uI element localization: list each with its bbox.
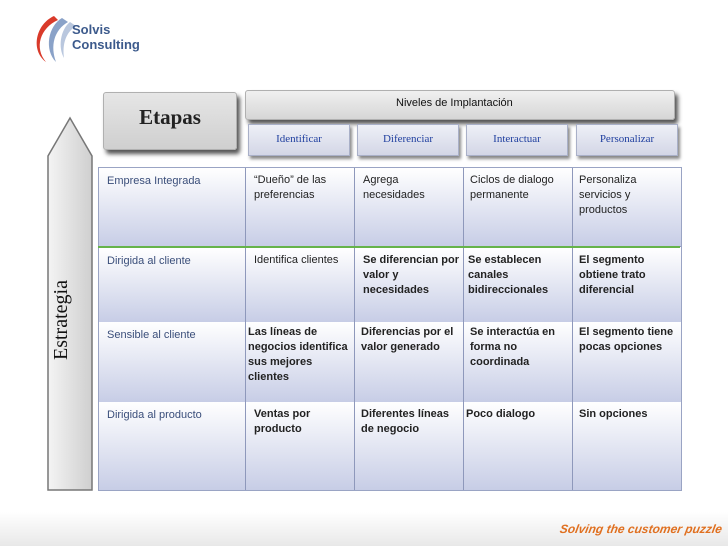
row-label: Empresa Integrada	[107, 175, 201, 187]
level-personalizar: Personalizar	[576, 124, 678, 156]
table-cell: Identifica clientes	[245, 248, 355, 322]
level-identificar: Identificar	[248, 124, 350, 156]
row-label: Sensible al cliente	[107, 329, 196, 341]
table-cell: Se interactúa en forma no coordinada	[463, 322, 573, 402]
table-cell: Diferencias por el valor generado	[354, 322, 464, 402]
table-cell: El segmento tiene pocas opciones	[572, 322, 682, 402]
table-cell: El segmento obtiene trato diferencial	[572, 248, 682, 322]
table-cell: “Dueño” de las preferencias	[245, 168, 355, 246]
strategy-matrix	[98, 167, 682, 491]
slogan: Solving the customer puzzle	[558, 522, 724, 536]
table-cell: Poco dialogo	[463, 402, 573, 490]
row-label: Dirigida al producto	[107, 409, 202, 421]
etapas-header	[103, 92, 237, 150]
table-row	[99, 168, 681, 247]
table-cell: Las líneas de negocios identifica sus mejores clientes	[245, 322, 355, 402]
table-row	[99, 322, 681, 403]
table-cell: Diferentes líneas de negocio	[354, 402, 464, 490]
etapas-title: Etapas	[139, 105, 201, 129]
table-row	[99, 248, 681, 323]
table-cell: Se diferencian por valor y necesidades	[354, 248, 464, 322]
brand-name	[72, 22, 140, 52]
brand-line1: Solvis	[72, 22, 111, 37]
table-cell: Personaliza servicios y productos	[572, 168, 682, 246]
table-cell: Agrega necesidades	[354, 168, 464, 246]
estrategia-label: Estrategia	[50, 280, 72, 360]
brand-line2: Consulting	[72, 37, 140, 52]
niveles-header	[245, 90, 675, 120]
level-interactuar: Interactuar	[466, 124, 568, 156]
table-cell: Se establecen canales bidireccionales	[463, 248, 573, 322]
table-cell: Ciclos de dialogo permanente	[463, 168, 573, 246]
level-diferenciar: Diferenciar	[357, 124, 459, 156]
table-row	[99, 402, 681, 490]
row-label: Dirigida al cliente	[107, 255, 191, 267]
row-divider-highlight	[98, 246, 680, 248]
table-cell: Ventas por producto	[245, 402, 355, 490]
table-cell: Sin opciones	[572, 402, 682, 490]
niveles-title: Niveles de Implantación	[396, 97, 513, 109]
